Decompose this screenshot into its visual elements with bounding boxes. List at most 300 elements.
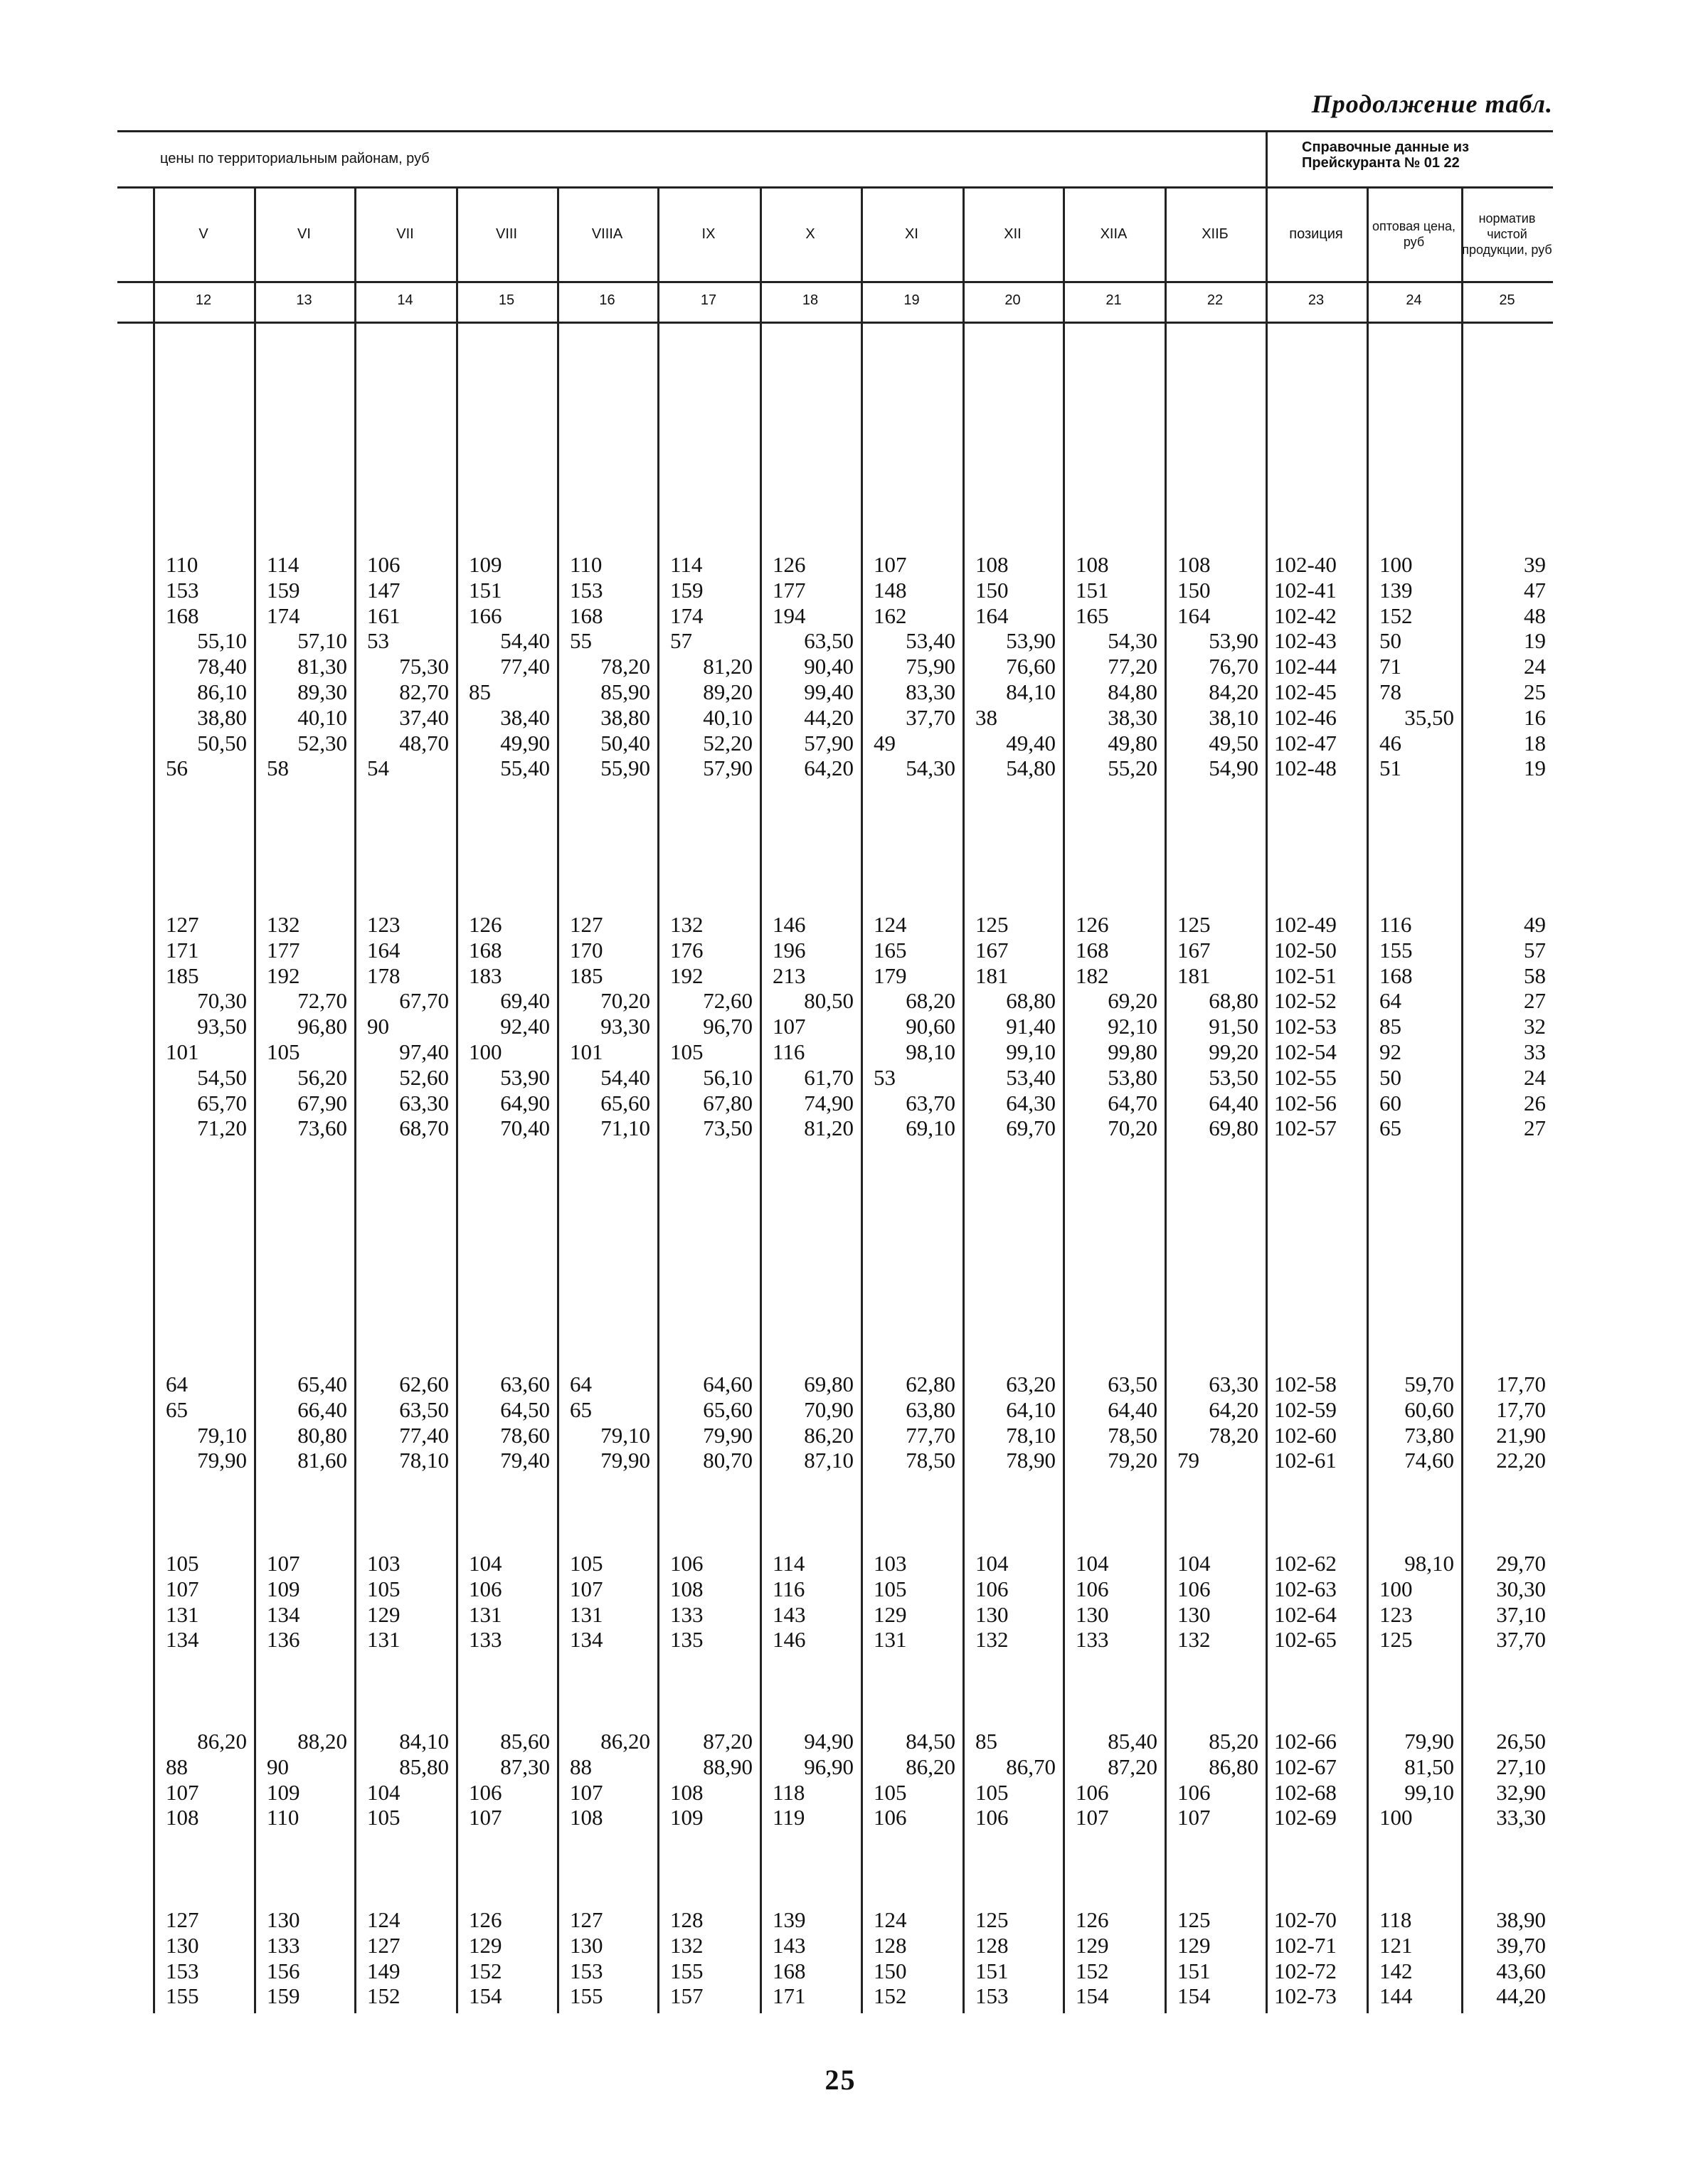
table-cell: 53,90 [1006,628,1056,654]
table-cell: 139 [1379,577,1413,603]
table-cell: 65 [570,1396,592,1422]
table-cell: 129 [469,1932,502,1958]
table-cell: 91,40 [1006,1014,1056,1039]
table-cell: 49,40 [1006,730,1056,756]
table-cell: 124 [874,912,907,937]
table-cell: 48 [1524,603,1546,628]
table-cell: 39,70 [1496,1932,1546,1958]
table-cell: 167 [1177,937,1211,963]
table-cell: 102-70 [1274,1907,1337,1932]
table-cell: 68,20 [906,988,955,1014]
table-cell: 91,50 [1209,1014,1258,1039]
table-cell: 98,10 [1404,1551,1454,1576]
table-cell: 90 [367,1014,389,1039]
table-cell: 109 [267,1576,300,1601]
table-cell: 37,70 [906,704,955,730]
table-cell: 27,10 [1496,1754,1546,1779]
table-cell: 59,70 [1404,1372,1454,1396]
table-cell: 124 [367,1907,401,1932]
table-cell: 37,40 [399,704,449,730]
table-cell: 152 [367,1983,401,2009]
table-cell: 85,60 [500,1729,550,1754]
table-cell: 53,50 [1209,1064,1258,1090]
table-cell: 102-49 [1274,912,1337,937]
table-cell: 97,40 [399,1039,449,1064]
table-cell: 93,30 [600,1014,650,1039]
column-header-rule [117,281,1553,283]
table-cell: 37,10 [1496,1601,1546,1627]
table-cell: 123 [367,912,401,937]
table-cell: 38,40 [500,704,550,730]
continuation-title: Продолжение табл. [1311,90,1553,118]
table-cell: 139 [773,1907,806,1932]
table-cell: 165 [1076,603,1109,628]
table-cell: 106 [469,1576,502,1601]
column-header: VI [297,226,311,242]
group-label-reference: Справочные данные из Прейскуранта № 01 22 [1302,139,1470,171]
table-cell: 53 [367,628,389,654]
table-cell: 105 [367,1805,401,1830]
column-number: 19 [903,292,920,308]
table-cell: 150 [1177,577,1211,603]
table-cell: 129 [1076,1932,1109,1958]
table-cell: 185 [570,963,603,988]
table-cell: 152 [469,1958,502,1983]
table-cell: 78,90 [1006,1448,1056,1473]
table-cell: 61,70 [804,1064,854,1090]
table-cell: 60,60 [1404,1396,1454,1422]
table-cell: 26,50 [1496,1729,1546,1754]
table-cell: 64,30 [1006,1090,1056,1115]
table-cell: 102-56 [1274,1090,1337,1115]
table-cell: 102-54 [1274,1039,1337,1064]
table-cell: 74,60 [1404,1448,1454,1473]
table-cell: 67,80 [703,1090,753,1115]
table-cell: 132 [975,1627,1009,1653]
table-cell: 62,60 [399,1372,449,1396]
table-cell: 106 [975,1805,1009,1830]
table-cell: 78,20 [600,654,650,679]
table-cell: 56,10 [703,1064,753,1090]
table-cell: 116 [1379,912,1412,937]
table-cell: 108 [670,1779,704,1805]
table-cell: 116 [773,1576,805,1601]
table-cell: 100 [1379,552,1413,577]
table-cell: 151 [469,577,502,603]
table-cell: 155 [570,1983,603,2009]
table-cell: 130 [166,1932,199,1958]
table-cell: 106 [874,1805,907,1830]
table-cell: 107 [1177,1805,1211,1830]
table-cell: 131 [367,1627,401,1653]
table-cell: 154 [1177,1983,1211,2009]
table-cell: 134 [570,1627,603,1653]
table-cell: 51 [1379,756,1401,781]
column-number: 16 [599,292,615,308]
table-cell: 40,10 [703,704,753,730]
table-cell: 104 [975,1551,1009,1576]
table-cell: 102-53 [1274,1014,1337,1039]
table-cell: 121 [1379,1932,1413,1958]
table-cell: 177 [267,937,300,963]
table-cell: 86,20 [600,1729,650,1754]
table-cell: 181 [1177,963,1211,988]
table-cell: 168 [166,603,199,628]
table-cell: 102-61 [1274,1448,1337,1473]
table-cell: 53,80 [1108,1064,1157,1090]
table-cell: 54,80 [1006,756,1056,781]
table-cell: 53,40 [1006,1064,1056,1090]
table-cell: 164 [975,603,1009,628]
table-cell: 57 [670,628,692,654]
table-cell: 62,80 [906,1372,955,1396]
table-cell: 102-72 [1274,1958,1337,1983]
table-cell: 52,30 [297,730,347,756]
table-cell: 85,80 [399,1754,449,1779]
table-cell: 44,20 [1496,1983,1546,2009]
table-cell: 85 [469,679,491,704]
table-cell: 24 [1524,1064,1546,1090]
table-cell: 153 [570,1958,603,1983]
table-cell: 152 [1379,603,1413,628]
table-cell: 90,40 [804,654,854,679]
table-cell: 64,70 [1108,1090,1157,1115]
table-cell: 178 [367,963,401,988]
table-cell: 87,10 [804,1448,854,1473]
table-cell: 102-41 [1274,577,1337,603]
table-cell: 107 [267,1551,300,1576]
table-cell: 33,30 [1496,1805,1546,1830]
table-cell: 81,20 [703,654,753,679]
table-cell: 102-66 [1274,1729,1337,1754]
table-cell: 79,40 [500,1448,550,1473]
table-cell: 88 [166,1754,188,1779]
table-cell: 102-55 [1274,1064,1337,1090]
table-cell: 119 [773,1805,805,1830]
table-cell: 18 [1524,730,1546,756]
table-cell: 177 [773,577,806,603]
table-cell: 69,80 [1209,1115,1258,1141]
table-cell: 102-67 [1274,1754,1337,1779]
table-cell: 116 [773,1039,805,1064]
table-cell: 57,10 [297,628,347,654]
table-cell: 96,70 [703,1014,753,1039]
table-cell: 109 [469,552,502,577]
table-cell: 80,70 [703,1448,753,1473]
table-cell: 144 [1379,1983,1413,2009]
table-cell: 49 [1524,912,1546,937]
table-cell: 101 [166,1039,199,1064]
table-cell: 74,90 [804,1090,854,1115]
table-cell: 21,90 [1496,1422,1546,1448]
table-cell: 132 [267,912,300,937]
table-cell: 64,10 [1006,1396,1056,1422]
table-cell: 194 [773,603,806,628]
table-cell: 107 [570,1576,603,1601]
table-cell: 96,90 [804,1754,854,1779]
table-cell: 108 [570,1805,603,1830]
table-cell: 55,20 [1108,756,1157,781]
table-cell: 65 [1379,1115,1401,1141]
table-cell: 69,40 [500,988,550,1014]
table-cell: 132 [1177,1627,1211,1653]
table-cell: 182 [1076,963,1109,988]
table-cell: 90 [267,1754,289,1779]
table-cell: 69,10 [906,1115,955,1141]
table-cell: 87,20 [703,1729,753,1754]
table-cell: 64 [570,1372,592,1396]
table-cell: 89,20 [703,679,753,704]
table-cell: 102-48 [1274,756,1337,781]
table-cell: 78,50 [1108,1422,1157,1448]
table-cell: 106 [975,1576,1009,1601]
table-cell: 54 [367,756,389,781]
table-cell: 86,80 [1209,1754,1258,1779]
table-cell: 153 [166,1958,199,1983]
table-cell: 52,60 [399,1064,449,1090]
table-cell: 85 [975,1729,997,1754]
table-cell: 78,40 [197,654,247,679]
table-cell: 54,40 [500,628,550,654]
table-cell: 55,10 [197,628,247,654]
column-number: 14 [397,292,413,308]
column-number: 25 [1499,292,1515,308]
table-cell: 78,60 [500,1422,550,1448]
table-cell: 73,50 [703,1115,753,1141]
table-cell: 65,60 [600,1090,650,1115]
table-cell: 71,10 [600,1115,650,1141]
table-cell: 64,20 [1209,1396,1258,1422]
table-cell: 100 [1379,1576,1413,1601]
table-cell: 56 [166,756,188,781]
table-cell: 155 [670,1958,704,1983]
table-cell: 100 [469,1039,502,1064]
table-cell: 68,70 [399,1115,449,1141]
table-cell: 79,10 [197,1422,247,1448]
column-header: позиция [1289,226,1343,242]
table-cell: 174 [267,603,300,628]
table-cell: 108 [1177,552,1211,577]
table-cell: 92,10 [1108,1014,1157,1039]
table-cell: 79,10 [600,1422,650,1448]
table-cell: 49,90 [500,730,550,756]
table-cell: 133 [670,1601,704,1627]
table-cell: 147 [367,577,401,603]
table-cell: 102-65 [1274,1627,1337,1653]
table-cell: 94,90 [804,1729,854,1754]
table-cell: 102-69 [1274,1805,1337,1830]
table-cell: 152 [1076,1958,1109,1983]
table-cell: 152 [874,1983,907,2009]
table-cell: 128 [670,1907,704,1932]
table-cell: 157 [670,1983,704,2009]
table-cell: 54,90 [1209,756,1258,781]
table-cell: 150 [975,577,1009,603]
table-cell: 107 [1076,1805,1109,1830]
table-cell: 77,40 [399,1422,449,1448]
table-cell: 133 [267,1932,300,1958]
table-cell: 78 [1379,679,1401,704]
table-cell: 102-40 [1274,552,1337,577]
table-cell: 125 [1177,1907,1211,1932]
table-cell: 50 [1379,1064,1401,1090]
table-cell: 75,90 [906,654,955,679]
table-cell: 25 [1524,679,1546,704]
table-cell: 17,70 [1496,1396,1546,1422]
table-cell: 129 [1177,1932,1211,1958]
table-cell: 133 [1076,1627,1109,1653]
table-cell: 176 [670,937,704,963]
table-cell: 135 [670,1627,704,1653]
table-cell: 151 [975,1958,1009,1983]
table-cell: 127 [166,912,199,937]
table-cell: 72,70 [297,988,347,1014]
table-cell: 128 [874,1932,907,1958]
table-cell: 151 [1076,577,1109,603]
table-cell: 85,40 [1108,1729,1157,1754]
table-cell: 26 [1524,1090,1546,1115]
table-cell: 73,60 [297,1115,347,1141]
table-cell: 171 [166,937,199,963]
table-cell: 168 [773,1958,806,1983]
table-cell: 129 [874,1601,907,1627]
table-cell: 134 [267,1601,300,1627]
table-cell: 118 [773,1779,805,1805]
column-number: 22 [1207,292,1224,308]
table-cell: 84,10 [1006,679,1056,704]
table-cell: 63,70 [906,1090,955,1115]
column-header: XIIA [1100,226,1128,242]
column-header: VIII [495,226,517,242]
table-cell: 130 [1076,1601,1109,1627]
table-cell: 130 [267,1907,300,1932]
column-number-rule [117,322,1553,324]
table-cell: 63,50 [1108,1372,1157,1396]
table-cell: 124 [874,1907,907,1932]
table-cell: 153 [975,1983,1009,2009]
table-cell: 38,80 [600,704,650,730]
column-number: 13 [296,292,312,308]
column-number: 23 [1308,292,1325,308]
table-cell: 108 [975,552,1009,577]
table-cell: 37,70 [1496,1627,1546,1653]
table-cell: 40,10 [297,704,347,730]
table-cell: 133 [469,1627,502,1653]
table-cell: 63,30 [399,1090,449,1115]
table-cell: 90,60 [906,1014,955,1039]
table-cell: 105 [367,1576,401,1601]
table-cell: 99,40 [804,679,854,704]
table-cell: 159 [670,577,704,603]
group-label-prices: цены по территориальным районам, руб [160,151,430,166]
table-cell: 166 [469,603,502,628]
table-cell: 102-52 [1274,988,1337,1014]
table-cell: 106 [469,1779,502,1805]
table-cell: 19 [1524,756,1546,781]
table-cell: 17,70 [1496,1372,1546,1396]
table-cell: 27 [1524,988,1546,1014]
table-cell: 46 [1379,730,1401,756]
table-cell: 38,90 [1496,1907,1546,1932]
table-cell: 88,20 [297,1729,347,1754]
table-cell: 63,60 [500,1372,550,1396]
table-cell: 38 [975,704,997,730]
table-cell: 106 [670,1551,704,1576]
table-cell: 154 [469,1983,502,2009]
column-number: 24 [1406,292,1422,308]
table-cell: 63,50 [399,1396,449,1422]
column-number: 15 [498,292,515,308]
table-cell: 32,90 [1496,1779,1546,1805]
table-cell: 101 [570,1039,603,1064]
table-cell: 154 [1076,1983,1109,2009]
table-cell: 58 [1524,963,1546,988]
table-cell: 102-62 [1274,1551,1337,1576]
table-cell: 81,50 [1404,1754,1454,1779]
table-cell: 162 [874,603,907,628]
table-cell: 49 [874,730,896,756]
column-header: VII [396,226,414,242]
table-cell: 99,10 [1404,1779,1454,1805]
table-cell: 65 [166,1396,188,1422]
table-cell: 168 [570,603,603,628]
table-cell: 126 [773,552,806,577]
table-cell: 87,20 [1108,1754,1157,1779]
table-cell: 105 [670,1039,704,1064]
table-cell: 49,80 [1108,730,1157,756]
table-cell: 100 [1379,1805,1413,1830]
table-cell: 71 [1379,654,1401,679]
table-cell: 88 [570,1754,592,1779]
table-cell: 196 [773,937,806,963]
table-cell: 106 [1177,1576,1211,1601]
table-cell: 86,20 [804,1422,854,1448]
table-cell: 81,60 [297,1448,347,1473]
table-cell: 67,70 [399,988,449,1014]
table-cell: 68,80 [1209,988,1258,1014]
table-cell: 53,90 [500,1064,550,1090]
table-cell: 64,20 [804,756,854,781]
table-cell: 63,30 [1209,1372,1258,1396]
table-cell: 192 [267,963,300,988]
table-cell: 38,10 [1209,704,1258,730]
table-cell: 192 [670,963,704,988]
column-header: VIIIA [591,226,623,242]
table-cell: 84,50 [906,1729,955,1754]
table-cell: 84,20 [1209,679,1258,704]
table-cell: 27 [1524,1115,1546,1141]
table-cell: 81,20 [804,1115,854,1141]
table-cell: 102-57 [1274,1115,1337,1141]
table-cell: 32 [1524,1014,1546,1039]
table-cell: 79 [1177,1448,1199,1473]
table-cell: 82,70 [399,679,449,704]
table-cell: 38,30 [1108,704,1157,730]
table-cell: 153 [166,577,199,603]
table-cell: 179 [874,963,907,988]
column-header: XII [1004,226,1022,242]
table-cell: 65,70 [197,1090,247,1115]
column-number: 21 [1105,292,1122,308]
table-cell: 143 [773,1601,806,1627]
table-cell: 127 [166,1907,199,1932]
table-cell: 84,10 [399,1729,449,1754]
table-cell: 80,50 [804,988,854,1014]
table-cell: 24 [1524,654,1546,679]
table-cell: 105 [874,1576,907,1601]
table-cell: 78,50 [906,1448,955,1473]
table-cell: 118 [1379,1907,1412,1932]
